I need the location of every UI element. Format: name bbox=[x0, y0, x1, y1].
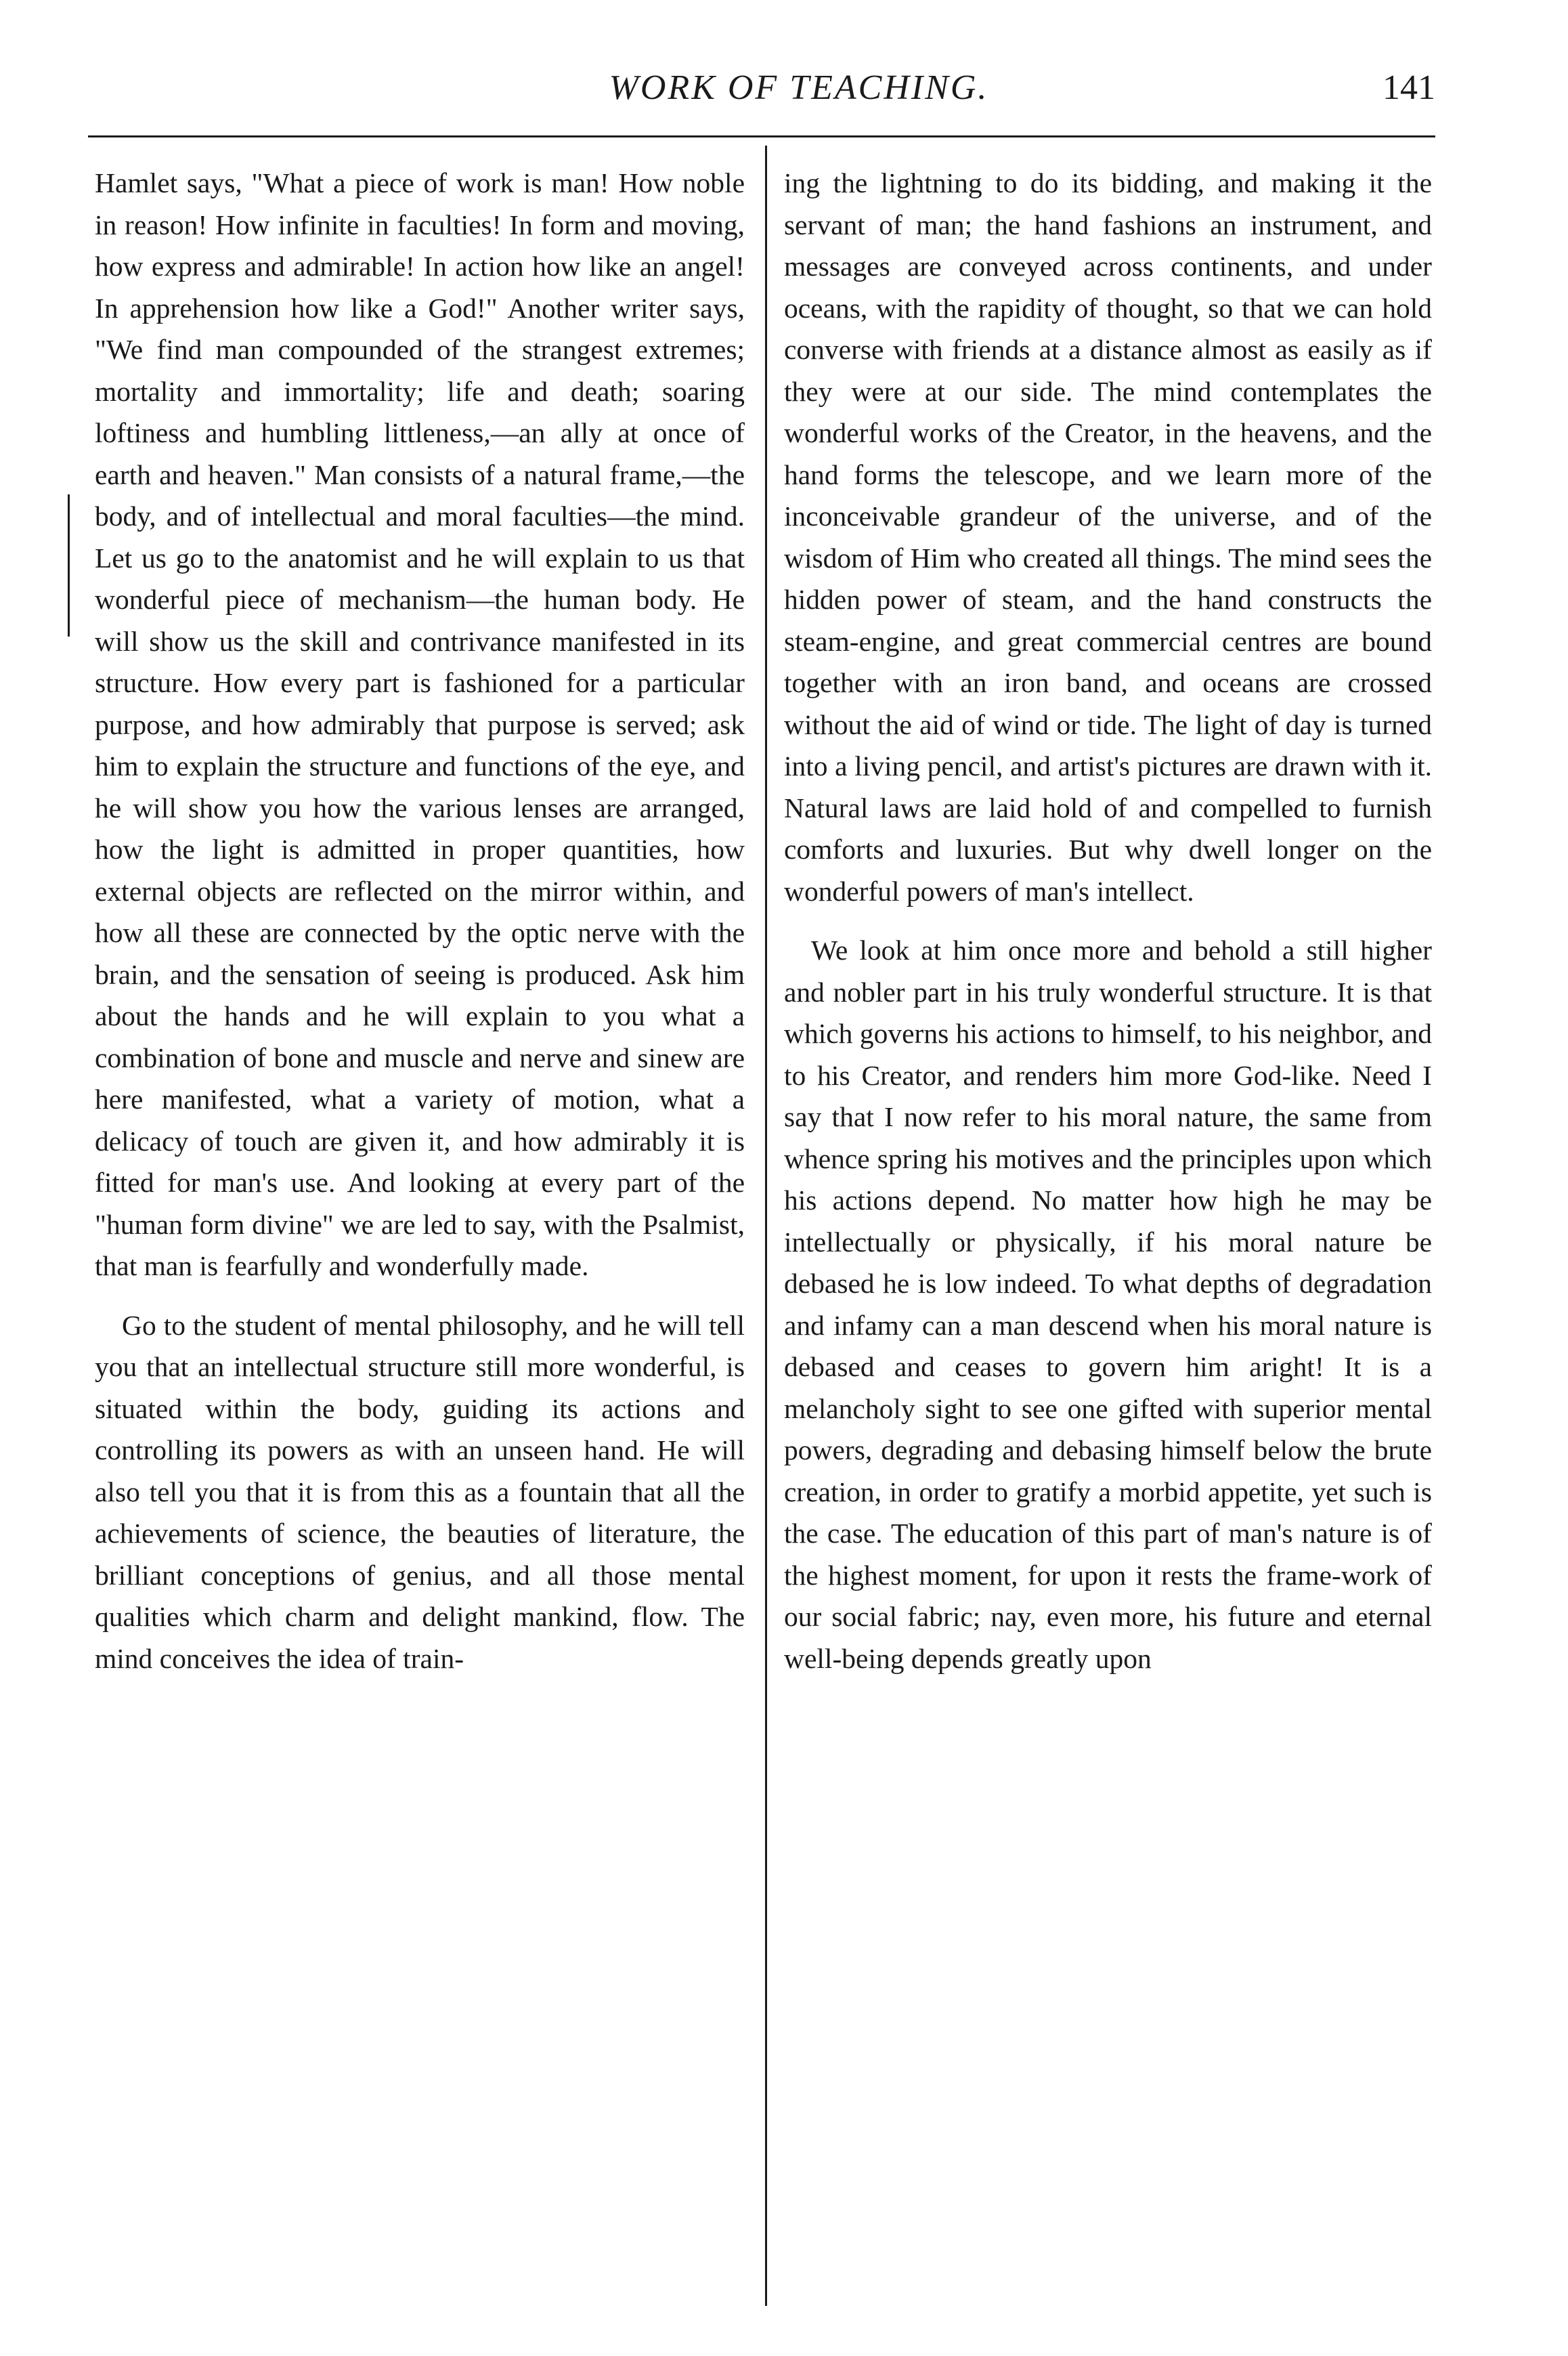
running-title: WORK OF TEACHING. bbox=[609, 68, 989, 107]
page-header bbox=[88, 61, 1435, 122]
margin-mark bbox=[68, 494, 70, 637]
right-column bbox=[784, 163, 1432, 1679]
paragraph-lightning: ing the lightning to do its bidding, and making it the servant of man; the hand fashions an instrument, and messages are conveyed across continents, and under oceans, with the rapidity of thought, so that we can hold converse with friends at a distance almost as easily as if they were at our side. The mind contemplates the wonderful works of the Creator, in the heavens, and the hand forms the telescope, and we learn more of the inconceivable grandeur of the universe, and of the wisdom of Him who created all things. The mind sees the hidden power of steam, and the hand constructs the steam-engine, and great commercial centres are bound together with an iron band, and oceans are crossed without the aid of wind or tide. The light of day is turned into a living pencil, and artist's pictures are drawn with it. Natural laws are laid hold of and compelled to furnish comforts and luxuries. But why dwell longer on the wonderful powers of man's intellect. bbox=[784, 167, 1433, 907]
left-column bbox=[95, 163, 745, 1679]
paragraph-moral-nature: We look at him once more and behold a still higher and nobler part in his truly wonderful structure. It is that which governs his actions to himself, to his neighbor, and to his Creator, and renders him more God-like. Need I say that I now refer to his moral nature, the same from whence spring his motives and the principles upon which his actions depend. No matter how high he may be intellectually or physically, if his moral nature be debased he is low indeed. To what depths of degradation and infamy can a man descend when his moral nature is debased and ceases to govern him aright! It is a melancholy sight to see one gifted with superior mental powers, degrading and debasing himself below the brute creation, in order to gratify a morbid appetite, yet such is the case. The education of this part of man's nature is of the highest moment, for upon it rests the frame-work of our social fabric; nay, even more, his future and eternal well-being depends greatly upon bbox=[784, 935, 1432, 1674]
column-divider bbox=[765, 146, 767, 2306]
header-rule bbox=[88, 135, 1435, 137]
page-number: 141 bbox=[1382, 68, 1435, 107]
paragraph-mental-philosophy: Go to the student of mental philosophy, and he will tell you that an intellectual structure still more wonderful, is situated within the body, guiding its actions and controlling its powers as with an unseen hand. He will also tell you that it is from this as a fountain that all the achievements of science, the beauties of literature, the brilliant conceptions of genius, and all those mental qualities which charm and delight mankind, flow. The mind conceives the idea of train- bbox=[95, 1309, 745, 1674]
paragraph-hamlet: Hamlet says, "What a piece of work is man! How noble in reason! How infinite in faculties! In form and moving, how express and admirable! In action how like an angel! In apprehension how like a God!" Another writer says, "We find man compounded of the strangest extremes; mortality and immortality; life and death; soaring loftiness and humbling littleness,—an ally at once of earth and heaven." Man consists of a natural frame,—the body, and of intellectual and moral faculties—the mind. Let us go to the anatomist and he will explain to us that wonderful piece of mechanism—the human body. He will show us the skill and contrivance manifested in its structure. How every part is fashioned for a particular purpose, and how admirably that purpose is served; ask him to explain the structure and functions of the eye, and he will show you how the various lenses are arranged, how the light is admitted in proper quantities, how external objects are reflected on the mirror within, and how all these are connected by the optic nerve with the brain, and the sensation of seeing is produced. Ask him about the hands and he will explain to you what a combination of bone and muscle and nerve and sinew are here manifested, what a variety of motion, what a delicacy of touch are given it, and how admirably it is fitted for man's use. And looking at every part of the "human form divine" we are led to say, with the Psalmist, that man is fearfully and wonderfully made. bbox=[95, 167, 745, 1281]
